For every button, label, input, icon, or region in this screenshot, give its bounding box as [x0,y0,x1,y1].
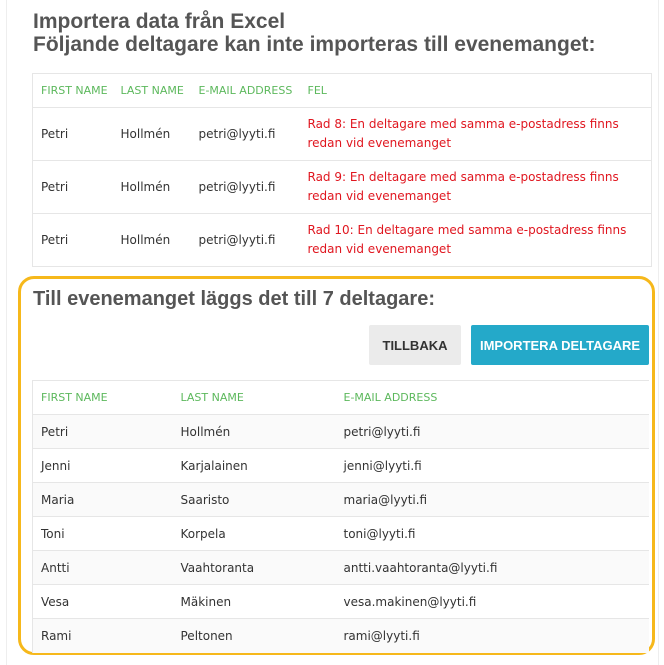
first-name-cell: Jenni [41,458,71,473]
email-cell: maria@lyyti.fi [343,492,428,507]
email-cell: petri@lyyti.fi [198,180,276,194]
first-name-cell: Petri [41,180,69,194]
first-name-cell: Maria [41,492,75,507]
email-cell: petri@lyyti.fi [343,424,421,439]
first-name-cell: Antti [41,560,70,575]
last-name-cell: Hollmén [180,424,231,439]
page-title: Importera data från Excel [33,10,286,33]
last-name-cell: Vaahtoranta [180,560,255,575]
error-table-row [33,161,652,214]
first-name-cell: Petri [41,127,69,141]
table-row [33,517,650,551]
error-message-cell: Rad 8: En deltagare med samma e-postadress finns redan vid evenemanget [307,117,619,150]
column-header-error[interactable]: FEL [307,84,327,97]
first-name-cell: Petri [41,233,69,247]
last-name-cell: Hollmén [120,127,171,141]
last-name-cell: Hollmén [120,233,171,247]
column-header-first-name[interactable]: FIRST NAME [41,84,108,97]
error-table-header [33,74,652,108]
email-cell: rami@lyyti.fi [343,628,420,643]
table-row [33,449,650,483]
page-subtitle: Följande deltagare kan inte importeras till evenemanget: [33,33,596,56]
first-name-cell: Rami [41,628,72,643]
column-header-first-name[interactable]: FIRST NAME [41,391,108,404]
participants-table [32,380,649,653]
email-cell: antti.vaahtoranta@lyyti.fi [343,560,498,575]
import-section-heading: Till evenemanget läggs det till 7 deltagare: [33,288,435,310]
back-button[interactable]: TILLBAKA [369,325,461,365]
last-name-cell: Mäkinen [180,594,232,609]
error-table-row [33,108,652,161]
table-row [33,551,650,585]
column-header-last-name[interactable]: LAST NAME [180,391,244,404]
first-name-cell: Vesa [41,594,70,609]
table-row [33,585,650,619]
email-cell: toni@lyyti.fi [343,526,416,541]
last-name-cell: Hollmén [120,180,171,194]
last-name-cell: Korpela [180,526,226,541]
email-cell: jenni@lyyti.fi [343,458,422,473]
first-name-cell: Toni [41,526,65,541]
table-row [33,415,650,449]
error-message-cell: Rad 9: En deltagare med samma e-postadress finns redan vid evenemanget [307,170,619,203]
last-name-cell: Peltonen [180,628,233,643]
error-table-row [33,214,652,267]
error-message-cell: Rad 10: En deltagare med samma e-postadress finns redan vid evenemanget [307,223,627,256]
column-header-last-name[interactable]: LAST NAME [120,84,184,97]
email-cell: petri@lyyti.fi [198,233,276,247]
table-row [33,619,650,653]
first-name-cell: Petri [41,424,69,439]
last-name-cell: Karjalainen [180,458,248,473]
last-name-cell: Saaristo [180,492,230,507]
table-row [33,483,650,517]
error-table [32,73,652,267]
participants-table-header [33,381,650,415]
email-cell: vesa.makinen@lyyti.fi [343,594,477,609]
column-header-email[interactable]: E-MAIL ADDRESS [343,391,438,404]
column-header-email[interactable]: E-MAIL ADDRESS [198,84,293,97]
email-cell: petri@lyyti.fi [198,127,276,141]
import-participants-button[interactable]: IMPORTERA DELTAGARE [471,325,649,365]
